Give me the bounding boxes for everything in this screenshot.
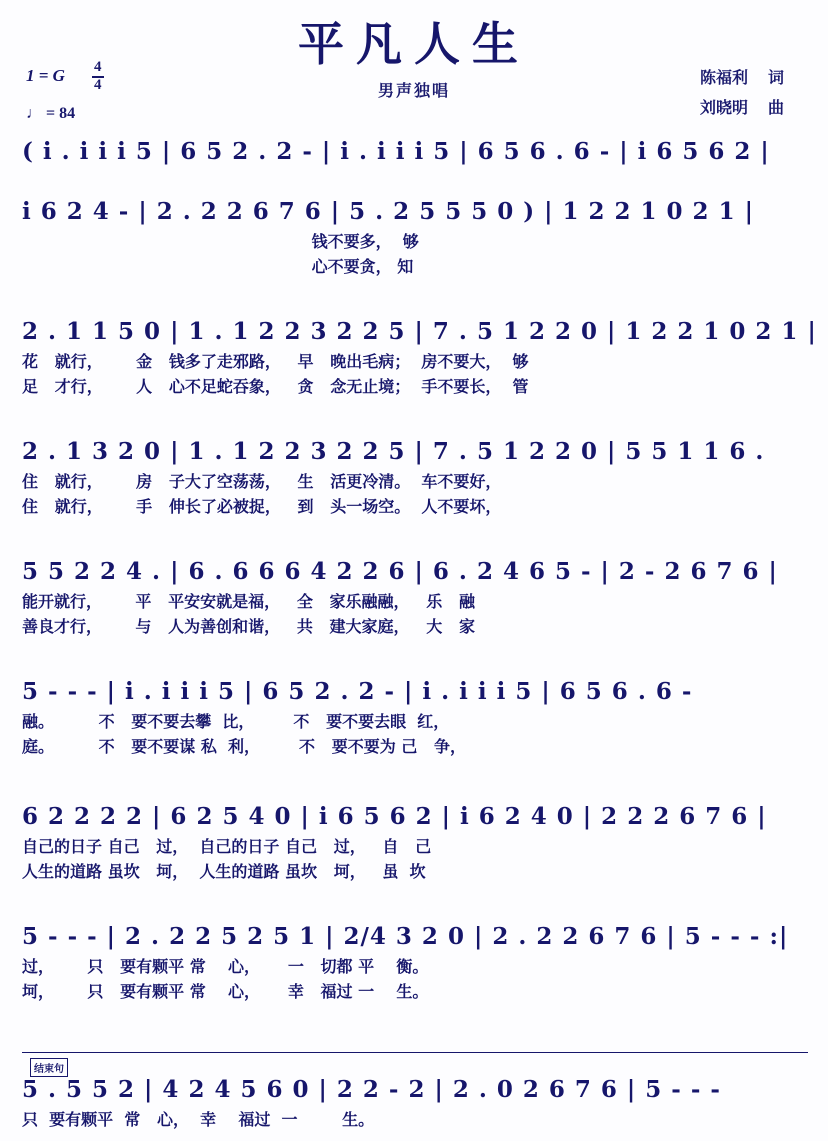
section-divider [22,1052,808,1053]
lyric-line-verse1: 自己的日子 自己 过， 自己的日子 自己 过， 自 己 [22,837,432,856]
lyric-line-verse2: 人生的道路 虽坎 坷， 人生的道路 虽坎 坷， 虽 坎 [22,862,426,881]
notation-line: 5 5 2 2 4 . | 6 . 6 6 6 4 2 2 6 | 6 . 2 4 6 5 - | 2 - 2 6 7 6 | [22,558,778,585]
music-system [22,318,817,398]
notation-line: ( i . i i i 5 | 6 5 2 . 2 - | i . i i i 5 | 6 5 6 . 6 - | i 6 5 6 2 | [22,138,770,165]
notation-line: 2 . 1 3 2 0 | 1 . 1 2 2 3 2 2 5 | 7 . 5 1 2 2 0 | 5 5 1 1 6 . [22,438,765,465]
credits [700,64,784,123]
music-system-ending [22,1078,808,1131]
lyric-line-verse1: 花 就行， 金 钱多了走邪路， 早 晚出毛病； 房不要大， 够 [22,352,529,371]
page-title: 平凡人生 [298,17,530,71]
lyric-line-verse2: 善良才行， 与 人为善创和谐， 共 建大家庭， 大 家 [22,617,475,636]
credit-lyricist-name: 陈福利 [699,70,748,87]
lyric-line-verse1: 只 要有颗平 常 心， 幸 福过 一 生。 [22,1110,375,1129]
tempo-marking: ♩ = 84 [26,105,76,122]
music-system [22,200,808,278]
credit-lyricist [700,64,784,94]
notation-line: 5 . 5 5 2 | 4 2 4 5 6 0 | 2 2 - 2 | 2 . 0 2 6 7 6 | 5 - - - [22,1076,721,1103]
lyric-line-verse2: 坷， 只 要有颗平 常 心， 幸 福过 一 生。 [22,982,429,1001]
lyric-line-verse1: 钱不要多， 够 [22,232,419,251]
key-signature: 1 = G [26,66,65,85]
lyric-line-verse2: 足 才行， 人 心不足蛇吞象， 贪 念无止境； 手不要长， 管 [22,377,529,396]
music-system [22,925,808,1003]
music-system [22,805,808,883]
music-system [22,140,808,170]
credit-composer [700,94,784,124]
lyric-line-verse1: 能开就行， 平 平安安就是福， 全 家乐融融， 乐 融 [22,592,475,611]
lyric-line-verse1: 住 就行， 房 子大了空荡荡， 生 活更冷清。 车不要好， [22,472,502,491]
notation-line: 5 - - - | i . i i i 5 | 6 5 2 . 2 - | i . i i i 5 | 6 5 6 . 6 - [22,678,693,705]
lyric-line-verse2: 心不要贪， 知 [22,257,414,276]
notation-line: 6 2 2 2 2 | 6 2 5 4 0 | i 6 5 6 2 | i 6 2 4 0 | 2 2 2 6 7 6 | [22,803,767,830]
credit-composer-name: 刘晓明 [699,99,748,117]
notation-line: 2 . 1 1 5 0 | 1 . 1 2 2 3 2 2 5 | 7 . 5 1 2 2 0 | 1 2 2 1 0 2 1 | [22,318,817,345]
time-signature-numerator: 4 [92,60,104,78]
notation-line: i 6 2 4 - | 2 . 2 2 6 7 6 | 5 . 2 5 5 5 0 ) | 1 2 2 1 0 2 1 | [22,198,754,225]
music-system [22,440,808,518]
credit-lyricist-role: 词 [767,70,784,87]
lyric-line-verse1: 过， 只 要有颗平 常 心， 一 切都 平 衡。 [22,957,429,976]
lyric-line-verse2: 庭。 不 要不要谋 私 利， 不 要不要为 己 争， [22,737,466,756]
notation-line: 5 - - - | 2 . 2 2 5 2 5 1 | 2/4 3 2 0 | 2 . 2 2 6 7 6 | 5 - - - :| [22,923,789,950]
performance-note: 男声独唱 [377,83,450,100]
ending-section-label: 结束句 [30,1058,68,1077]
music-system [22,560,808,638]
lyric-line-verse1: 融。 不 要不要去攀 比， 不 要不要去眼 红， [22,712,450,731]
lyric-line-verse2: 住 就行， 手 伸长了必被捉， 到 头一场空。 人不要坏， [22,497,502,516]
music-system [22,680,808,758]
credit-composer-role: 曲 [767,99,784,117]
time-signature-denominator: 4 [94,76,102,93]
